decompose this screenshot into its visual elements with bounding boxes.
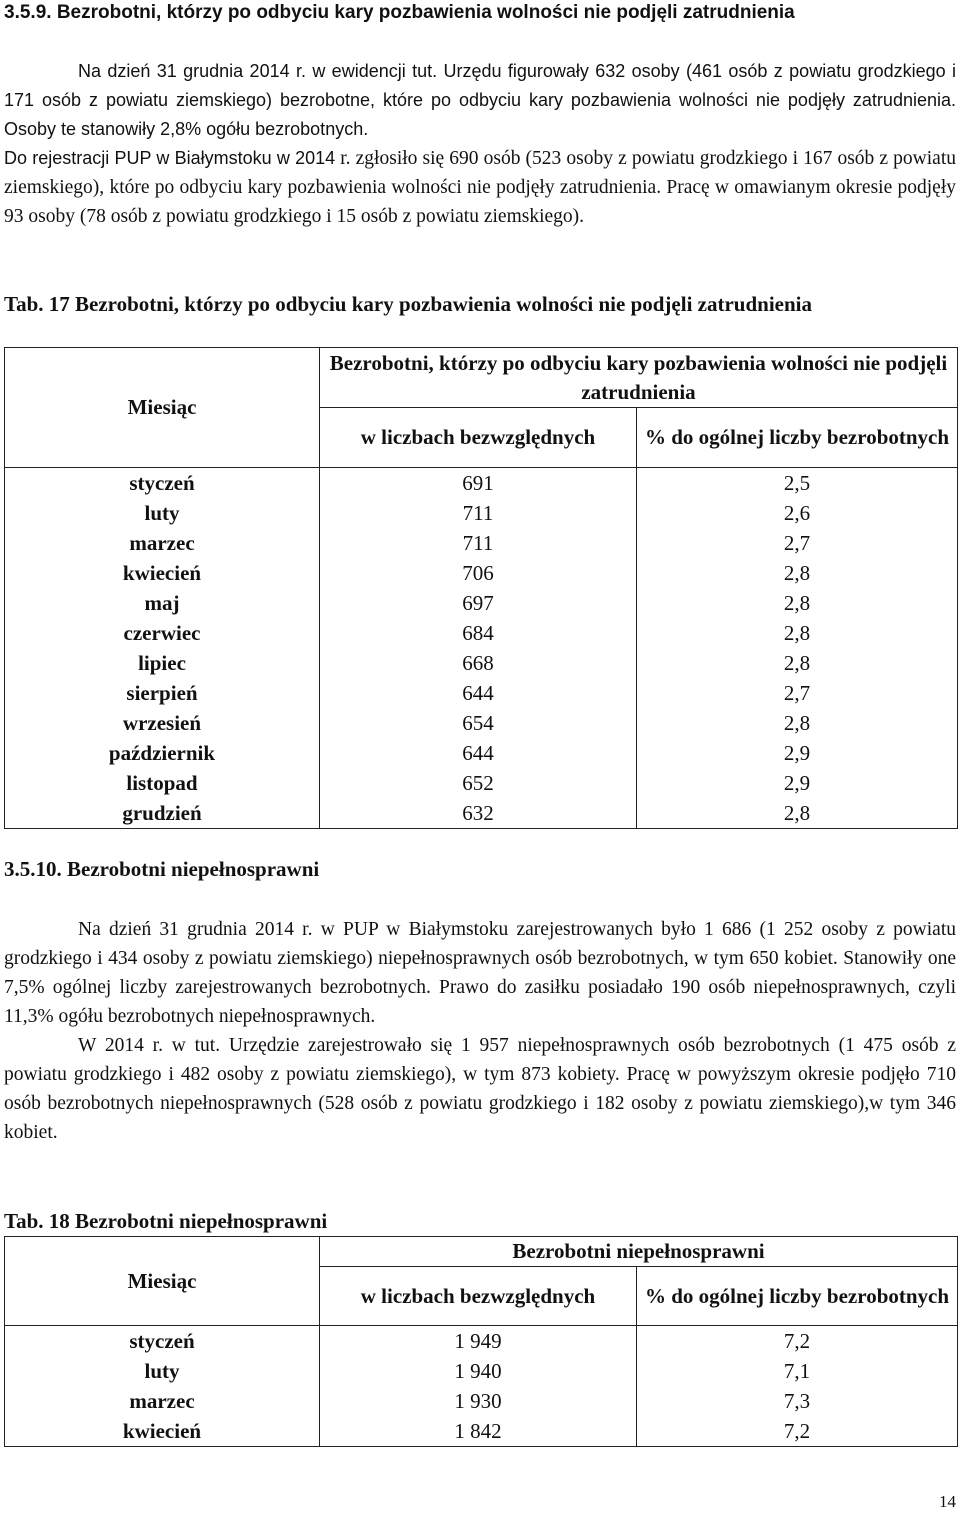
table-17-pct: 2,8 xyxy=(637,708,958,738)
table-18-month: marzec xyxy=(5,1386,320,1416)
table-17-abs: 706 xyxy=(320,558,637,588)
table-17-pct: 2,8 xyxy=(637,618,958,648)
table-18-month: styczeń xyxy=(5,1326,320,1357)
header-month: Miesiąc xyxy=(5,348,320,468)
table-17-month: marzec xyxy=(5,528,320,558)
table-17-abs: 697 xyxy=(320,588,637,618)
table-17-month: maj xyxy=(5,588,320,618)
table-18-caption: Tab. 18 Bezrobotni niepełnosprawni xyxy=(4,1209,328,1233)
table-17-pct: 2,9 xyxy=(637,738,958,768)
table-18-abs: 1 949 xyxy=(320,1326,637,1357)
table-17-caption: Tab. 17 Bezrobotni, którzy po odbyciu kary pozbawienia wolności nie podjęli zatrudnienia xyxy=(4,292,813,316)
section-3-5-9-body xyxy=(4,57,956,231)
header-month: Miesiąc xyxy=(5,1237,320,1326)
table-17-pct: 2,8 xyxy=(637,798,958,829)
table-17-pct: 2,8 xyxy=(637,648,958,678)
table-18-pct: 7,2 xyxy=(637,1326,958,1357)
table-17-abs: 691 xyxy=(320,468,637,499)
table-18-abs: 1 842 xyxy=(320,1416,637,1447)
table-18-month: luty xyxy=(5,1356,320,1386)
table-18-abs: 1 940 xyxy=(320,1356,637,1386)
header-absolute: w liczbach bezwzględnych xyxy=(320,1267,637,1326)
table-17-abs: 711 xyxy=(320,498,637,528)
table-17-abs: 644 xyxy=(320,678,637,708)
table-18-pct: 7,1 xyxy=(637,1356,958,1386)
table-17-pct: 2,7 xyxy=(637,528,958,558)
section-heading-3-5-9: 3.5.9. Bezrobotni, którzy po odbyciu kary pozbawienia wolności nie podjęli zatrudnienia xyxy=(4,2,795,23)
table-17-abs: 668 xyxy=(320,648,637,678)
table-17 xyxy=(4,347,958,829)
table-17-pct: 2,6 xyxy=(637,498,958,528)
paragraph-disabled-status: Na dzień 31 grudnia 2014 r. w PUP w Białymstoku zarejestrowanych było 1 686 (1 252 osoby z powiatu grodzkiego i 434 osoby z powiatu ziemskiego) niepełnosprawnych osób bezrobotnych, w tym 650 kobiet. Stanowiły one 7,5% ogólnej liczby zarejestrowanych bezrobotnych. Prawo do zasiłku posiadało 190 osób niepełnosprawnych, czyli 11,3% ogółu bezrobotnych niepełnosprawnych. xyxy=(4,919,956,1027)
paragraph-registration-rest: r. zgłosiło się 690 osób (523 osoby z powiatu grodzkiego i 167 osób z powiatu ziemskiego), które po odbyciu kary pozbawienia wolności nie podjęły zatrudnienia. Pracę w omawianym okresie podjęły 93 osoby (78 osób z powiatu grodzkiego i 15 osób z powiatu ziemskiego). xyxy=(4,148,956,227)
table-17-pct: 2,8 xyxy=(637,558,958,588)
table-17-pct: 2,7 xyxy=(637,678,958,708)
header-percent: % do ogólnej liczby bezrobotnych xyxy=(637,1267,958,1326)
table-17-month: luty xyxy=(5,498,320,528)
section-3-5-10-body xyxy=(4,915,956,1147)
table-17-month: sierpień xyxy=(5,678,320,708)
table-18-pct: 7,2 xyxy=(637,1416,958,1447)
table-17-abs: 654 xyxy=(320,708,637,738)
table-17-abs: 652 xyxy=(320,768,637,798)
paragraph-registration-start: Do rejestracji PUP w Białymstoku w 2014 xyxy=(4,148,336,168)
section-heading-3-5-10: 3.5.10. Bezrobotni niepełnosprawni xyxy=(4,857,320,881)
table-17-month: wrzesień xyxy=(5,708,320,738)
header-absolute: w liczbach bezwzględnych xyxy=(320,408,637,468)
table-17-pct: 2,8 xyxy=(637,588,958,618)
header-group: Bezrobotni, którzy po odbyciu kary pozbawienia wolności nie podjęli zatrudnienia xyxy=(320,348,958,408)
table-17-month: kwiecień xyxy=(5,558,320,588)
header-group: Bezrobotni niepełnosprawni xyxy=(320,1237,958,1267)
table-17-abs: 632 xyxy=(320,798,637,829)
table-17-month: listopad xyxy=(5,768,320,798)
table-17-pct: 2,9 xyxy=(637,768,958,798)
paragraph-intro: Na dzień 31 grudnia 2014 r. w ewidencji tut. Urzędu figurowały 632 osoby (461 osób z powiatu grodzkiego i 171 osób z powiatu ziemskiego) bezrobotne, które po odbyciu kary pozbawienia wolności nie podjęły zatrudnienia. Osoby te stanowiły 2,8% ogółu bezrobotnych. xyxy=(4,61,956,139)
table-18 xyxy=(4,1236,958,1447)
table-18-pct: 7,3 xyxy=(637,1386,958,1416)
table-18-abs: 1 930 xyxy=(320,1386,637,1416)
header-percent: % do ogólnej liczby bezrobotnych xyxy=(637,408,958,468)
table-17-month: październik xyxy=(5,738,320,768)
table-17-abs: 644 xyxy=(320,738,637,768)
table-17-month: grudzień xyxy=(5,798,320,829)
page-number: 14 xyxy=(939,1492,956,1511)
table-17-abs: 684 xyxy=(320,618,637,648)
table-17-month: lipiec xyxy=(5,648,320,678)
table-17-month: czerwiec xyxy=(5,618,320,648)
table-17-abs: 711 xyxy=(320,528,637,558)
table-18-month: kwiecień xyxy=(5,1416,320,1447)
table-17-month: styczeń xyxy=(5,468,320,499)
table-17-pct: 2,5 xyxy=(637,468,958,499)
paragraph-disabled-registrations: W 2014 r. w tut. Urzędzie zarejestrowało się 1 957 niepełnosprawnych osób bezrobotnych (1 475 osób z powiatu grodzkiego i 482 osoby z powiatu ziemskiego), w tym 873 kobiety. Pracę w powyższym okresie podjęło 710 osób bezrobotnych niepełnosprawnych (528 osób z powiatu grodzkiego i 182 osoby z powiatu ziemskiego),w tym 346 kobiet. xyxy=(4,1035,956,1143)
